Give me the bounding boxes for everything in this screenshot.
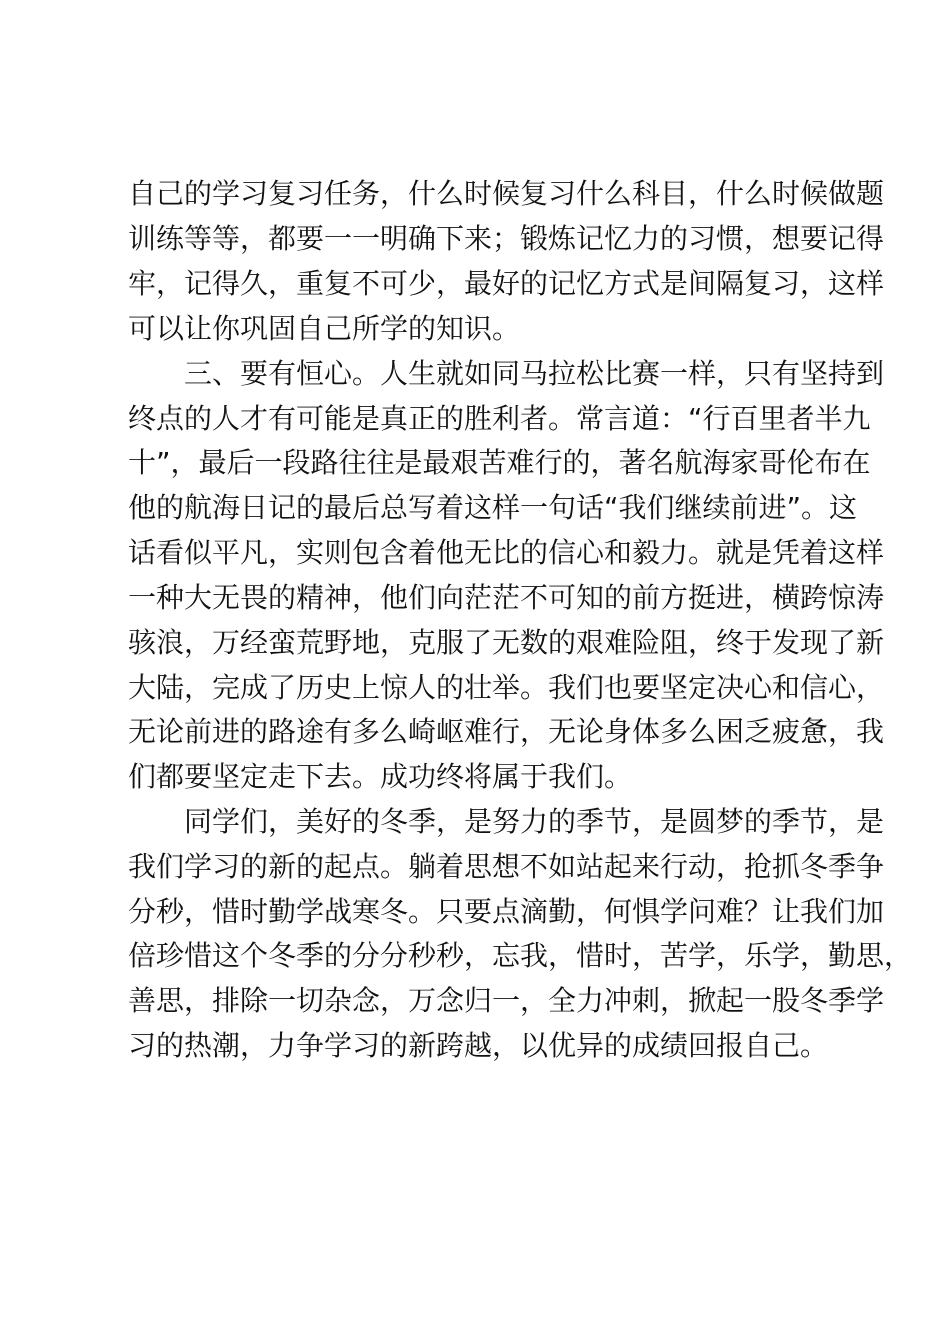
- text-line: 我们学习的新的起点。躺着思想不如站起来行动，抢抓冬季争: [128, 850, 885, 883]
- paragraph-start-line: 同学们，美好的冬季，是努力的季节，是圆梦的季节，是: [184, 805, 885, 838]
- text-line: 善思，排除一切杂念，万念归一，全力冲刺，掀起一股冬季学: [128, 984, 885, 1017]
- text-line: 牢，记得久，重复不可少，最好的记忆方式是间隔复习，这样: [128, 267, 885, 300]
- text-line: 大陆，完成了历史上惊人的壮举。我们也要坚定决心和信心，: [128, 671, 885, 704]
- text-line: 骇浪，万经蛮荒野地，克服了无数的艰难险阻，终于发现了新: [128, 626, 885, 659]
- paragraph-start-line: 三、要有恒心。人生就如同马拉松比赛一样，只有坚持到: [184, 357, 885, 390]
- text-line: 一种大无畏的精神，他们向茫茫不可知的前方挺进，横跨惊涛: [128, 581, 885, 614]
- text-line: 们都要坚定走下去。成功终将属于我们。: [128, 760, 633, 793]
- text-line: 分秒，惜时勤学战寒冬。只要点滴勤，何惧学问难？让我们加: [128, 895, 885, 928]
- text-line: 可以让你巩固自己所学的知识。: [128, 312, 521, 345]
- text-line: 话看似平凡，实则包含着他无比的信心和毅力。就是凭着这样: [128, 536, 885, 569]
- text-line: 无论前进的路途有多么崎岖难行，无论身体多么困乏疲惫，我: [128, 715, 885, 748]
- text-line: 习的热潮，力争学习的新跨越，以优异的成绩回报自己。: [128, 1029, 829, 1062]
- text-line: 倍珍惜这个冬季的分分秒秒，忘我，惜时，苦学，乐学，勤思，: [128, 939, 913, 972]
- text-line: 十”，最后一段路往往是最艰苦难行的，著名航海家哥伦布在: [128, 446, 871, 479]
- text-line: 他的航海日记的最后总写着这样一句话“我们继续前进”。这: [128, 491, 858, 524]
- text-line: 终点的人才有可能是真正的胜利者。常言道：“行百里者半九: [128, 402, 871, 435]
- text-line: 训练等等，都要一一明确下来；锻炼记忆力的习惯，想要记得: [128, 222, 885, 255]
- text-line: 自己的学习复习任务，什么时候复习什么科目，什么时候做题: [128, 177, 885, 210]
